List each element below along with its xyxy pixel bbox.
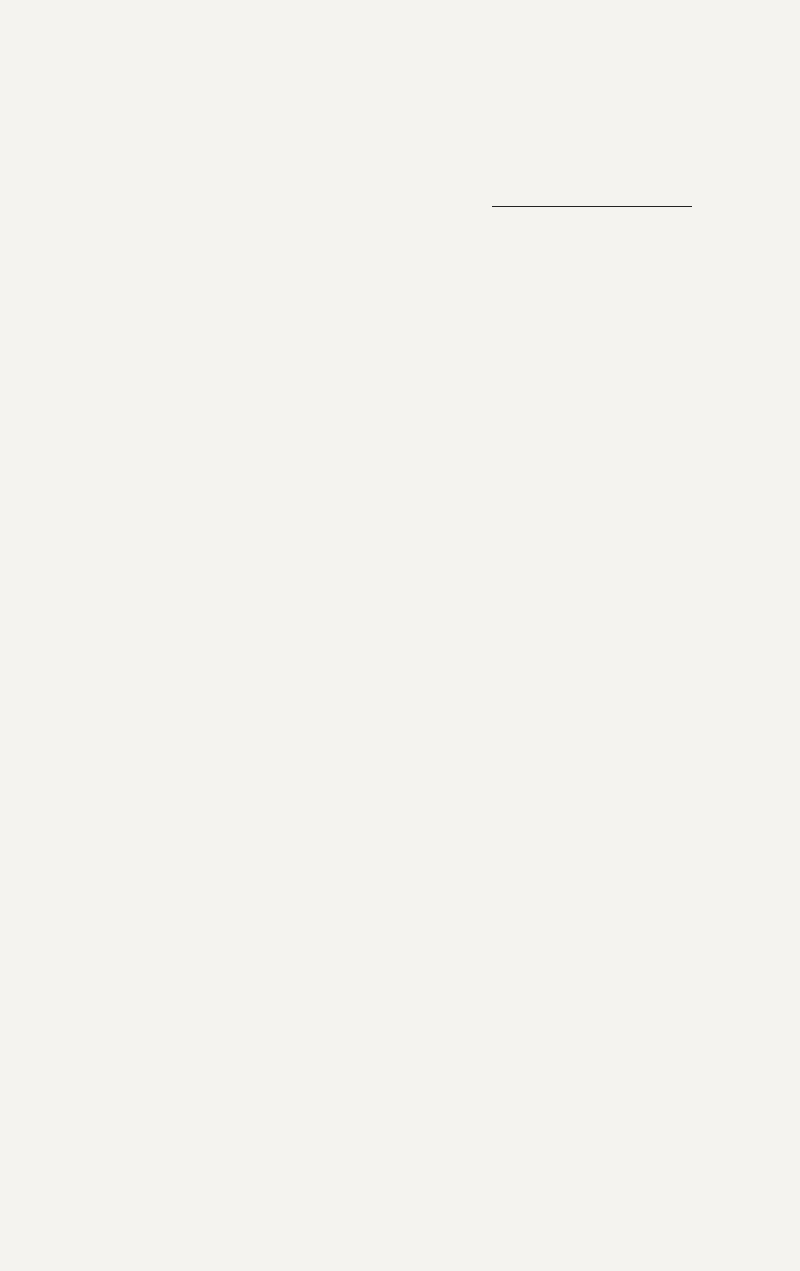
total-rule bbox=[492, 206, 692, 207]
